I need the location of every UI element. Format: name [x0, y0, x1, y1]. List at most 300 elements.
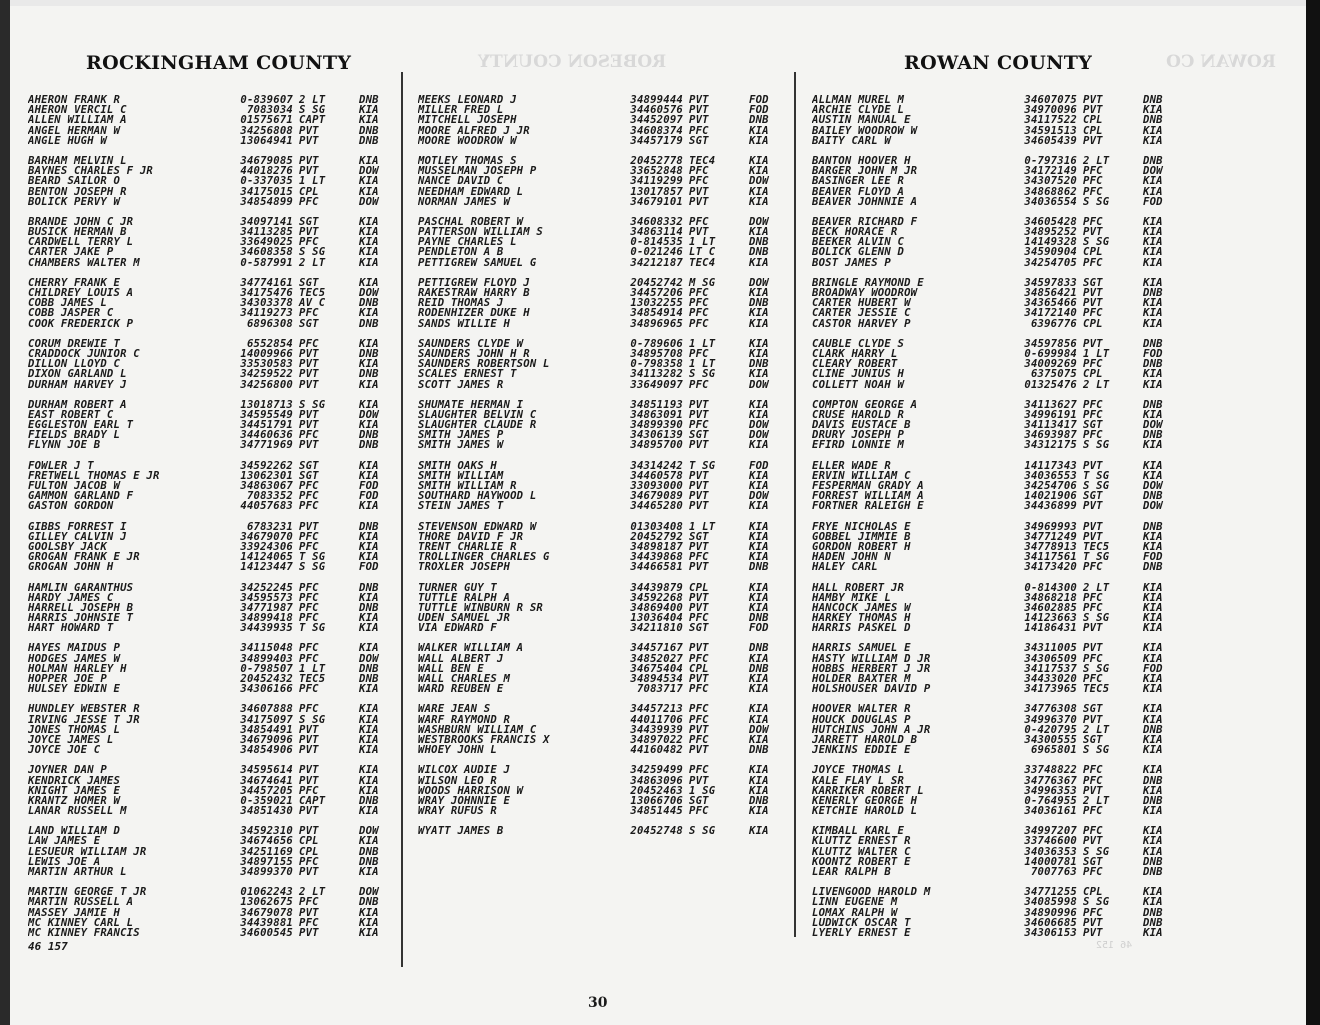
table-row — [28, 400, 399, 410]
name-cell: TURNER GUY T — [418, 582, 497, 593]
rank-cell: PFC — [689, 683, 709, 696]
rank-cell: PVT — [689, 480, 709, 492]
status-cell: KIA — [359, 500, 379, 513]
table-row — [812, 227, 1183, 237]
rank-cell: S SG — [1083, 480, 1110, 492]
rank-cell: PFC — [689, 175, 709, 188]
name-cell: MOORE WOODROW W — [418, 135, 517, 146]
table-row — [28, 806, 399, 816]
rank-cell: CPL — [299, 835, 319, 848]
name-cell: PENDLETON A B — [418, 247, 504, 258]
table-row — [812, 471, 1183, 481]
table-row — [812, 420, 1183, 430]
table-row — [812, 664, 1183, 674]
rank-cell: SGT — [689, 530, 709, 543]
name-cell: DURHAM ROBERT A — [28, 399, 127, 410]
rank-cell: PVT — [1083, 713, 1103, 726]
status-cell: DNB — [749, 744, 769, 757]
name-cell: LINN EUGENE M — [812, 897, 898, 908]
entry-group — [28, 765, 399, 816]
serial-number-cell: 34457205 — [240, 784, 293, 797]
bleed-number: 46 152 — [1096, 940, 1133, 951]
table-row — [418, 115, 789, 125]
rowan-county-heading: ROWAN COUNTY — [904, 52, 1093, 74]
serial-number-cell: 34679089 — [630, 490, 683, 503]
serial-number-cell: 34259522 — [240, 368, 293, 381]
status-cell: KIA — [749, 307, 769, 320]
rank-cell: T SG — [299, 551, 326, 564]
serial-number-cell: 34679085 — [240, 154, 293, 167]
name-cell: LYERLY ERNEST E — [812, 927, 911, 939]
status-cell: KIA — [1143, 612, 1163, 625]
entry-group — [812, 339, 1183, 390]
serial-number-cell: 34996191 — [1024, 408, 1077, 421]
serial-number-cell: 34607075 — [1024, 94, 1077, 106]
status-cell: DNB — [359, 520, 379, 533]
name-cell: CHAMBERS WALTER M — [28, 257, 140, 268]
table-row — [812, 745, 1183, 755]
rank-cell: T SG — [299, 622, 326, 635]
serial-number-cell: 34175476 — [240, 287, 293, 299]
rank-cell: CPL — [689, 581, 709, 594]
table-row — [812, 765, 1183, 775]
serial-number-cell: 34894534 — [630, 673, 683, 685]
name-cell: CLINE JUNIUS H — [812, 369, 905, 380]
name-cell: BEAVER FLOYD A — [812, 186, 905, 197]
rank-cell: PVT — [299, 347, 319, 360]
name-cell: DURHAM HARVEY J — [28, 379, 127, 390]
table-row — [812, 583, 1183, 593]
serial-number-cell: 34252245 — [240, 581, 293, 594]
serial-number-cell: 14123447 — [240, 561, 293, 574]
name-cell: KALE FLAY L SR — [812, 775, 905, 786]
serial-number-cell: 34439879 — [630, 581, 683, 594]
table-row — [28, 491, 399, 501]
status-cell: FOD — [749, 94, 769, 106]
name-cell: BEAVER JOHNNIE A — [812, 196, 918, 207]
status-cell: DOW — [749, 276, 769, 289]
name-cell: TROXLER JOSEPH — [418, 562, 511, 573]
name-cell: HOLDER BAXTER M — [812, 674, 911, 685]
rank-cell: PVT — [1083, 642, 1103, 655]
name-cell: TRENT CHARLIE R — [418, 541, 517, 553]
table-row — [812, 603, 1183, 613]
table-row — [28, 410, 399, 420]
status-cell: DOW — [749, 723, 769, 736]
serial-number-cell: 34595614 — [240, 764, 293, 777]
rank-cell: PVT — [689, 601, 709, 614]
rank-cell: PVT — [689, 195, 709, 208]
table-row — [812, 156, 1183, 166]
name-cell: NORMAN JAMES W — [418, 196, 511, 207]
table-row — [812, 613, 1183, 623]
status-cell: KIA — [1143, 896, 1163, 909]
name-cell: JOYCE JOE C — [28, 745, 101, 756]
table-row — [812, 674, 1183, 684]
status-cell: DNB — [1143, 429, 1163, 442]
rank-cell: PFC — [1083, 805, 1103, 818]
entry-group — [418, 765, 789, 816]
table-row — [812, 380, 1183, 390]
table-row — [28, 897, 399, 907]
serial-number-cell: 33530583 — [240, 358, 293, 371]
serial-number-cell: 0-337035 — [240, 175, 293, 188]
rank-cell: S SG — [689, 825, 716, 838]
status-cell: FOD — [1143, 347, 1163, 360]
table-row — [418, 603, 789, 613]
rank-cell: PVT — [1083, 94, 1103, 106]
rank-cell: PFC — [689, 733, 709, 746]
rank-cell: PFC — [299, 490, 319, 503]
name-cell: DAVIS EUSTACE B — [812, 420, 911, 431]
serial-number-cell: 34899444 — [630, 94, 683, 106]
name-cell: LANAR RUSSELL M — [28, 806, 127, 817]
rank-cell: PFC — [689, 307, 709, 320]
name-cell: VIA EDWARD F — [418, 623, 497, 634]
rank-cell: CPL — [1083, 317, 1103, 330]
serial-number-cell: 34679096 — [240, 733, 293, 746]
status-cell: KIA — [1143, 368, 1163, 381]
rank-cell: PVT — [299, 805, 319, 818]
name-cell: KLUTTZ WALTER C — [812, 846, 911, 857]
name-cell: GROGAN FRANK E JR — [28, 552, 140, 563]
table-row — [28, 928, 399, 938]
rank-cell: TEC5 — [299, 287, 326, 299]
table-row — [418, 745, 789, 755]
name-cell: BASINGER LEE R — [812, 176, 905, 187]
serial-number-cell: 34452097 — [630, 114, 683, 127]
status-cell: FOD — [1143, 195, 1163, 208]
rank-cell: SGT — [1083, 276, 1103, 289]
table-row — [418, 410, 789, 420]
table-row — [812, 542, 1183, 552]
serial-number-cell: 34115048 — [240, 642, 293, 655]
rank-cell: PFC — [299, 307, 319, 320]
table-row — [28, 258, 399, 268]
name-cell: COOK FREDERICK P — [28, 318, 134, 329]
status-cell: KIA — [359, 236, 379, 249]
serial-number-cell: 34439939 — [630, 723, 683, 736]
name-cell: BAILEY WOODROW W — [812, 125, 918, 136]
table-row — [812, 867, 1183, 877]
status-cell: KIA — [749, 500, 769, 513]
name-cell: COBB JAMES L — [28, 298, 107, 309]
status-cell: FOD — [749, 622, 769, 635]
status-cell: DOW — [359, 886, 379, 899]
rank-cell: PVT — [1083, 916, 1103, 929]
name-cell: HOLSHOUSER DAVID P — [812, 684, 931, 695]
table-row — [418, 643, 789, 653]
serial-number-cell: 34899418 — [240, 612, 293, 625]
serial-number-cell: 34439935 — [240, 622, 293, 635]
serial-number-cell: 34854491 — [240, 723, 293, 736]
table-row — [812, 187, 1183, 197]
serial-number-cell: 34679070 — [240, 530, 293, 543]
table-row — [28, 654, 399, 664]
rank-cell: PFC — [689, 805, 709, 818]
rank-cell: PVT — [689, 226, 709, 239]
rank-cell: PFC — [299, 896, 319, 909]
name-cell: GASTON GORDON — [28, 501, 114, 512]
table-row — [812, 806, 1183, 816]
serial-number-cell: 34868218 — [1024, 591, 1077, 604]
name-cell: CARDWELL TERRY L — [28, 237, 134, 248]
status-cell: KIA — [359, 175, 379, 188]
status-cell: KIA — [1143, 459, 1163, 472]
entry-group — [28, 400, 399, 451]
name-cell: MUSSELMAN JOSEPH P — [418, 166, 537, 177]
rank-cell: PVT — [1083, 784, 1103, 797]
rank-cell: PFC — [299, 581, 319, 594]
serial-number-cell: 34172149 — [1024, 165, 1077, 178]
table-row — [418, 369, 789, 379]
rank-cell: PVT — [299, 378, 319, 391]
name-cell: SAUNDERS JOHN H R — [418, 348, 530, 360]
serial-number-cell: 34776308 — [1024, 703, 1077, 716]
scan-border-left — [0, 0, 10, 1025]
table-row — [28, 826, 399, 836]
serial-number-cell: 34771969 — [240, 439, 293, 452]
rank-cell: S SG — [299, 561, 326, 574]
rank-cell: CAPT — [299, 114, 326, 127]
status-cell: DNB — [1143, 287, 1163, 299]
serial-number-cell: 34433020 — [1024, 673, 1077, 685]
status-cell: DNB — [1143, 490, 1163, 503]
name-cell: CLARK HARRY L — [812, 348, 898, 360]
table-row — [418, 704, 789, 714]
table-row — [28, 319, 399, 329]
name-cell: FOWLER J T — [28, 460, 94, 471]
serial-number-cell: 34097141 — [240, 215, 293, 228]
table-row — [418, 227, 789, 237]
entry-group — [28, 704, 399, 755]
table-row — [28, 471, 399, 481]
status-cell: KIA — [749, 581, 769, 594]
name-cell: ALLMAN MUREL M — [812, 95, 905, 106]
serial-number-cell: 34608374 — [630, 124, 683, 137]
rank-cell: PVT — [689, 744, 709, 757]
column-divider-left — [401, 72, 403, 967]
status-cell: DNB — [1143, 114, 1163, 127]
name-cell: SAUNDERS CLYDE W — [418, 338, 524, 349]
rank-cell: 1 SG — [689, 784, 716, 797]
table-row — [28, 440, 399, 450]
rank-cell: 2 LT — [1083, 723, 1110, 736]
serial-number-cell: 34996353 — [1024, 784, 1077, 797]
serial-number-cell: 34969993 — [1024, 520, 1077, 533]
robeson-casualty-list — [418, 95, 789, 846]
serial-number-cell: 34897022 — [630, 733, 683, 746]
rank-cell: PFC — [689, 287, 709, 299]
name-cell: WASHBURN WILLIAM C — [418, 724, 537, 735]
rank-cell: SGT — [299, 215, 319, 228]
table-row — [418, 735, 789, 745]
rank-cell: PFC — [299, 500, 319, 513]
rank-cell: PFC — [299, 540, 319, 553]
table-row — [812, 247, 1183, 257]
status-cell: DNB — [749, 642, 769, 655]
serial-number-cell: 20452463 — [630, 784, 683, 797]
rank-cell: T SG — [689, 459, 716, 472]
serial-number-cell: 34300555 — [1024, 733, 1077, 746]
serial-number-cell: 44160482 — [630, 744, 683, 757]
status-cell: KIA — [749, 124, 769, 137]
rank-cell: 1 LT — [1083, 347, 1110, 360]
name-cell: GORDON ROBERT H — [812, 541, 911, 553]
name-cell: WILSON LEO R — [418, 775, 497, 786]
status-cell: KIA — [749, 368, 769, 381]
rank-cell: PVT — [1083, 520, 1103, 533]
status-cell: KIA — [749, 256, 769, 269]
table-row — [28, 105, 399, 115]
rank-cell: SGT — [689, 794, 709, 807]
name-cell: HODGES JAMES W — [28, 653, 121, 664]
status-cell: KIA — [359, 378, 379, 391]
name-cell: JOYNER DAN P — [28, 765, 107, 776]
name-cell: MOORE ALFRED J JR — [418, 125, 530, 136]
name-cell: CHILDREY LOUIS A — [28, 288, 134, 299]
rank-cell: PFC — [299, 784, 319, 797]
name-cell: MITCHELL JOSEPH — [418, 115, 517, 126]
status-cell: DOW — [359, 195, 379, 208]
serial-number-cell: 44018276 — [240, 165, 293, 178]
serial-number-cell: 0-359021 — [240, 794, 293, 807]
serial-number-cell: 34256808 — [240, 124, 293, 137]
rank-cell: 2 LT — [299, 886, 326, 899]
status-cell: KIA — [1143, 642, 1163, 655]
rank-cell: PVT — [689, 185, 709, 198]
table-row — [418, 339, 789, 349]
rank-cell: PFC — [1083, 866, 1103, 878]
table-row — [418, 501, 789, 511]
name-cell: MC KINNEY FRANCIS — [28, 927, 140, 939]
name-cell: DRURY JOSEPH P — [812, 430, 905, 441]
table-row — [418, 583, 789, 593]
rank-cell: PFC — [1083, 825, 1103, 838]
table-row — [28, 857, 399, 867]
rank-cell: S SG — [1083, 612, 1110, 625]
status-cell: DNB — [1143, 337, 1163, 350]
status-cell: KIA — [359, 215, 379, 228]
serial-number-cell: 0-021246 — [630, 246, 683, 259]
table-row — [812, 918, 1183, 928]
name-cell: EFIRD LONNIE M — [812, 440, 905, 451]
status-cell: KIA — [1143, 246, 1163, 259]
entry-group — [812, 765, 1183, 816]
rank-cell: S SG — [1083, 744, 1110, 757]
rank-cell: PVT — [1083, 835, 1103, 848]
serial-number-cell: 34606685 — [1024, 916, 1077, 929]
name-cell: CARTER HUBERT W — [812, 298, 911, 309]
status-cell: KIA — [749, 480, 769, 492]
rank-cell: SGT — [689, 429, 709, 442]
rank-cell: PFC — [299, 642, 319, 655]
rank-cell: T SG — [1083, 551, 1110, 564]
entry-group — [418, 704, 789, 755]
rank-cell: AV C — [299, 297, 326, 310]
table-row — [418, 440, 789, 450]
table-row — [812, 623, 1183, 633]
scan-border-right — [1306, 0, 1320, 1025]
serial-number-cell: 34605439 — [1024, 134, 1077, 147]
status-cell: KIA — [1143, 581, 1163, 594]
table-row — [418, 126, 789, 136]
serial-number-cell: 34898187 — [630, 540, 683, 553]
rank-cell: PFC — [299, 195, 319, 208]
entry-group — [28, 887, 399, 938]
status-cell: KIA — [359, 398, 379, 411]
table-row — [812, 339, 1183, 349]
table-row — [28, 278, 399, 288]
name-cell: HARRELL JOSEPH B — [28, 602, 134, 614]
serial-number-cell: 20452742 — [630, 276, 683, 289]
name-cell: NANCE DAVID C — [418, 176, 504, 187]
status-cell: KIA — [1143, 317, 1163, 330]
entry-group — [418, 156, 789, 207]
table-row — [28, 735, 399, 745]
serial-number-cell: 34896965 — [630, 317, 683, 330]
serial-number-cell: 0-839607 — [240, 94, 293, 106]
table-row — [28, 908, 399, 918]
rank-cell: 2 LT — [299, 94, 326, 106]
rank-cell: PVT — [299, 774, 319, 787]
rank-cell: SGT — [1083, 855, 1103, 868]
rank-cell: PVT — [689, 104, 709, 117]
name-cell: KRANTZ HOMER W — [28, 795, 121, 807]
status-cell: KIA — [1143, 307, 1163, 320]
rank-cell: PVT — [689, 774, 709, 787]
name-cell: STEIN JAMES T — [418, 501, 504, 512]
table-row — [418, 593, 789, 603]
status-cell: DNB — [1143, 398, 1163, 411]
name-cell: SMITH WILLIAM R — [418, 481, 517, 492]
serial-number-cell: 34592262 — [240, 459, 293, 472]
status-cell: KIA — [359, 540, 379, 553]
rank-cell: CPL — [299, 845, 319, 858]
table-row — [28, 704, 399, 714]
rank-cell: PFC — [1083, 256, 1103, 269]
table-row — [28, 227, 399, 237]
status-cell: KIA — [1143, 276, 1163, 289]
rank-cell: PVT — [299, 226, 319, 239]
name-cell: FORREST WILLIAM A — [812, 491, 924, 502]
name-cell: HANCOCK JAMES W — [812, 602, 911, 614]
rank-cell: PVT — [299, 733, 319, 746]
table-row — [812, 136, 1183, 146]
table-row — [418, 796, 789, 806]
entry-group — [28, 217, 399, 268]
table-row — [28, 288, 399, 298]
status-cell: KIA — [1143, 469, 1163, 482]
serial-number-cell: 20452792 — [630, 530, 683, 543]
status-cell: DNB — [1143, 916, 1163, 929]
status-cell: KIA — [749, 408, 769, 421]
status-cell: FOD — [749, 459, 769, 472]
rank-cell: PFC — [1083, 591, 1103, 604]
serial-number-cell: 34856421 — [1024, 287, 1077, 299]
entry-group — [418, 643, 789, 694]
status-cell: DNB — [1143, 520, 1163, 533]
table-row — [28, 776, 399, 786]
name-cell: FRYE NICHOLAS E — [812, 521, 911, 532]
rank-cell: PFC — [689, 165, 709, 178]
name-cell: REID THOMAS J — [418, 298, 504, 309]
serial-number-cell: 34173965 — [1024, 683, 1077, 696]
table-row — [812, 430, 1183, 440]
entry-group — [812, 643, 1183, 694]
status-cell: DNB — [1143, 855, 1163, 868]
rank-cell: T SG — [1083, 469, 1110, 482]
